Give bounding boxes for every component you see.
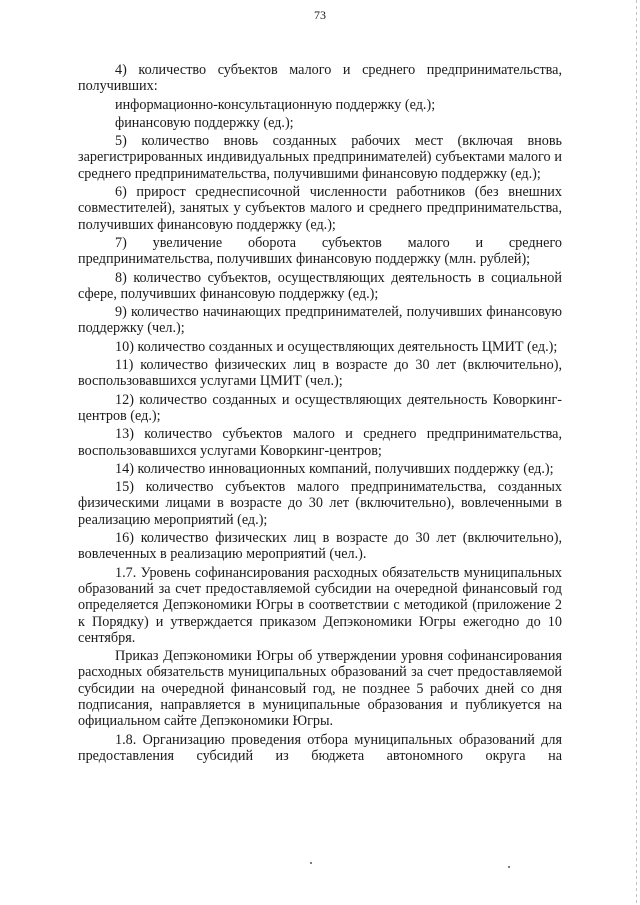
paragraph-order: Приказ Депэкономики Югры об утверждении уровня софинансирования расходных обязательств муниципальных образований за счет предоставляемой субсидии на очередной финансовый год, не позднее 5 рабочих дней со дня подписания, направляется в муниципальные образования и публикуется на официальном сайте Депэкономики Югры. [78, 648, 562, 730]
page-number: 73 [314, 8, 326, 22]
document-body [78, 62, 562, 766]
paragraph-item-10: 10) количество созданных и осуществляющих деятельность ЦМИТ (ед.); [115, 338, 558, 355]
paragraph-item-13: 13) количество субъектов малого и среднего предпринимательства, воспользовавшихся услугами Коворкинг-центров; [78, 426, 562, 459]
paragraph-item-4-1: информационно-консультационную поддержку (ед.); [115, 96, 436, 113]
paragraph-item-6: 6) прирост среднесписочной численности работников (без внешних совместителей), занятых у субъектов малого и среднего предпринимательства, получивших финансовую поддержку (ед.); [78, 184, 562, 233]
paragraph-item-4: 4) количество субъектов малого и среднего предпринимательства, получивших: [78, 62, 562, 95]
paragraph-item-14: 14) количество инновационных компаний, получивших поддержку (ед.); [115, 460, 554, 477]
paragraph-item-12: 12) количество созданных и осуществляющих деятельность Коворкинг-центров (ед.); [78, 391, 562, 424]
paragraph-item-11: 11) количество физических лиц в возрасте до 30 лет (включительно), воспользовавшихся услугами ЦМИТ (чел.); [78, 357, 562, 390]
scan-speck [508, 866, 510, 868]
paragraph-1-8: 1.8. Организацию проведения отбора муниципальных образований для предоставления субсидий из бюджета автономного округа на [78, 731, 562, 764]
scan-edge [636, 0, 637, 905]
paragraph-1-7: 1.7. Уровень софинансирования расходных обязательств муниципальных образований за счет предоставляемой субсидии на очередной финансовый год определяется Депэкономики Югры в соответствии с методикой (приложение 2 к Порядку) и утверждается приказом Депэкономики Югры ежегодно до 10 сентября. [78, 564, 562, 646]
paragraph-item-15: 15) количество субъектов малого предпринимательства, созданных физическими лицами в возрасте до 30 лет (включительно), вовлеченными в реализацию мероприятий (ед.); [78, 479, 562, 528]
paragraph-item-9: 9) количество начинающих предпринимателей, получивших финансовую поддержку (чел.); [78, 304, 562, 337]
paragraph-item-8: 8) количество субъектов, осуществляющих деятельность в социальной сфере, получивших финансовую поддержку (ед.); [78, 269, 562, 302]
paragraph-item-7: 7) увеличение оборота субъектов малого и среднего предпринимательства, получивших финансовую поддержку (млн. рублей); [78, 234, 562, 268]
paragraph-item-16: 16) количество физических лиц в возрасте до 30 лет (включительно), вовлеченных в реализацию мероприятий (чел.). [78, 530, 562, 563]
paragraph-item-4-2: финансовую поддержку (ед.); [115, 114, 294, 131]
paragraph-item-5: 5) количество вновь созданных рабочих мест (включая вновь зарегистрированных индивидуальных предпринимателей) субъектами малого и среднего предпринимательства, получившими финансовую поддержку (ед.); [78, 133, 562, 182]
scan-speck [310, 862, 312, 864]
